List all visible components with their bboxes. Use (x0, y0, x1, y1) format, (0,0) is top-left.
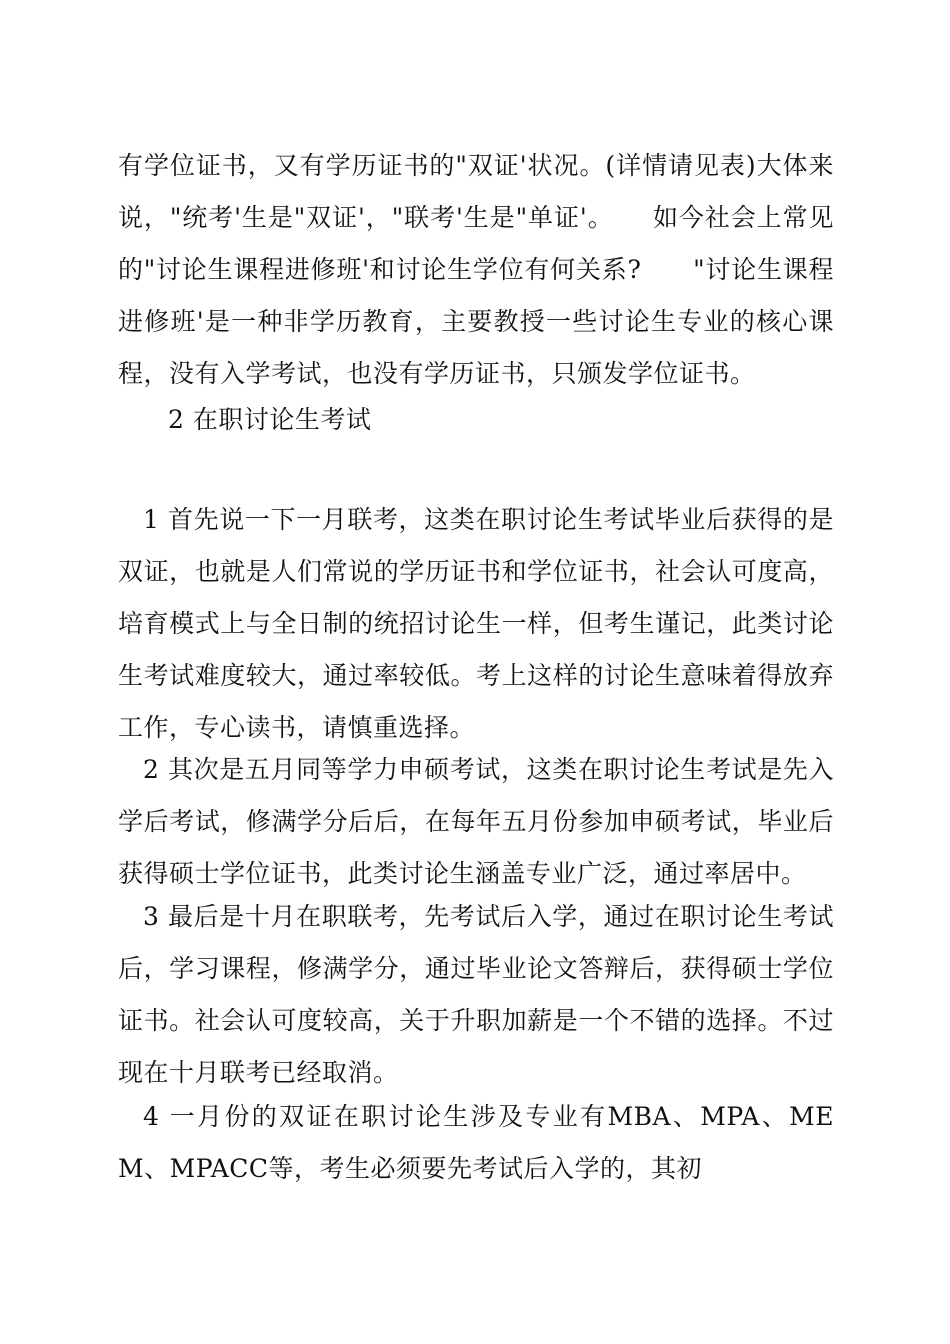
list-item: 3 最后是十月在职联考，先考试后入学，通过在职讨论生考试后，学习课程，修满学分，通过毕业论文答辩后，获得硕士学位证书。社会认可度较高，关于升职加薪是一个不错的选择。不过现在十月联考已经取消。 (118, 902, 834, 1087)
list-item: 4 一月份的双证在职讨论生涉及专业有MBA、MPA、MEM、MPACC等，考生必须要先考试后入学的，其初 (118, 1102, 834, 1183)
intro-paragraph: 有学位证书，又有学历证书的"双证'状况。(详情请见表)大体来说，"统考'生是"双证'，"联考'生是"单证'。 如今社会上常见的"讨论生课程进修班'和讨论生学位有何关系? "讨论生课程进修班'是一种非学历教育，主要教授一些讨论生专业的核心课程，没有入学考试，也没有学历证书，只颁发学位证书。 (118, 151, 834, 388)
list-item: 2 其次是五月同等学力申硕考试，这类在职讨论生考试是先入学后考试，修满学分后后，在每年五月份参加申硕考试，毕业后获得硕士学位证书，此类讨论生涵盖专业广泛，通过率居中。 (118, 755, 834, 888)
list-item: 1 首先说一下一月联考，这类在职讨论生考试毕业后获得的是双证，也就是人们常说的学历证书和学位证书，社会认可度高，培育模式上与全日制的统招讨论生一样，但考生谨记，此类讨论生考试难度较大，通过率较低。考上这样的讨论生意味着得放弃工作，专心读书，请慎重选择。 (118, 505, 834, 742)
section-heading: 2 在职讨论生考试 (168, 405, 372, 434)
